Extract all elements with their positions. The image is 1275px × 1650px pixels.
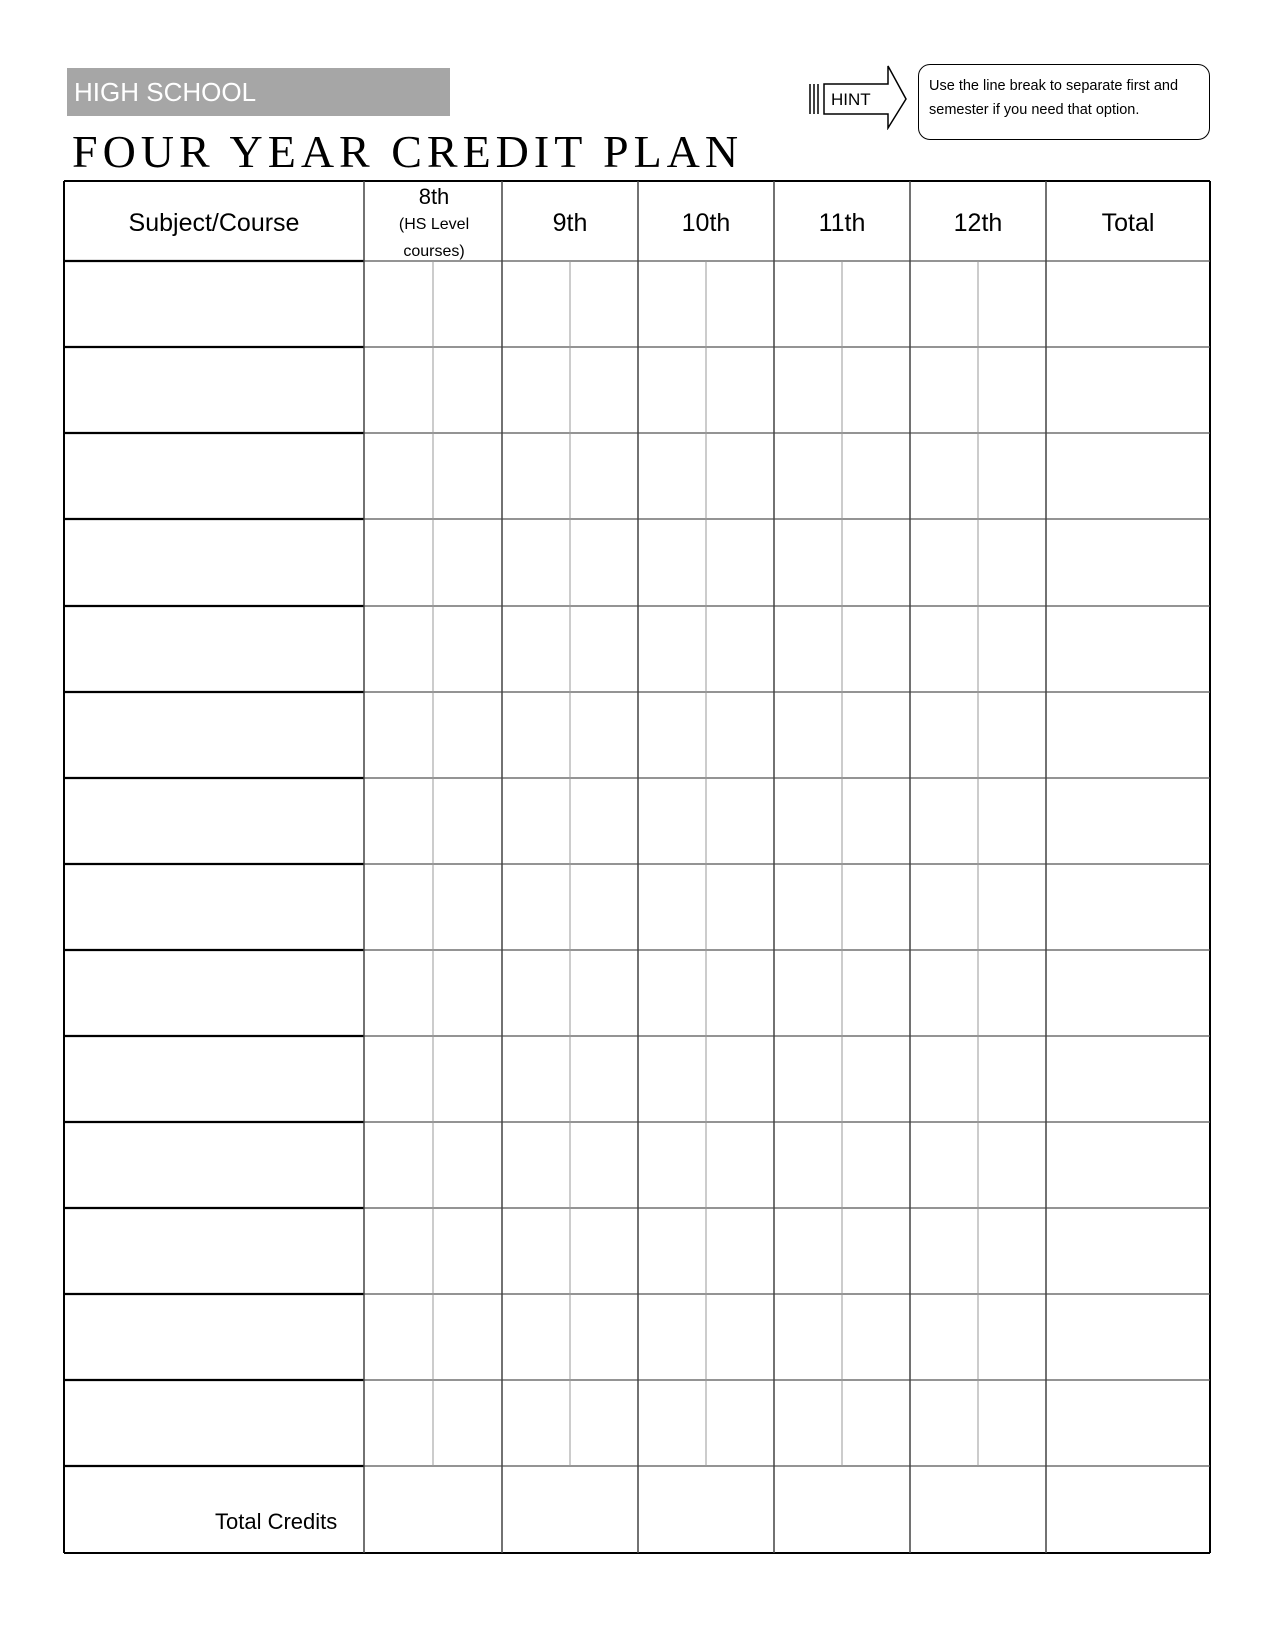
column-header-grade8: 8th [418,184,450,209]
column-header-grade11: 11th [818,209,866,237]
total-credits-label: Total Credits [215,1509,338,1534]
column-header-grade8-note-line2: courses) [403,243,465,260]
hint-label: HINT [831,90,871,109]
section-badge: HIGH SCHOOL [67,68,450,116]
page-title: FOUR YEAR CREDIT PLAN [72,126,744,177]
column-header-grade10: 10th [681,209,731,237]
column-header-total: Total [1101,209,1155,237]
column-header-subject: Subject/Course [128,209,300,237]
column-header-grade9: 9th [552,209,588,237]
column-header-grade12: 12th [953,209,1003,237]
column-header-grade8-note-line1: (HS Level [398,216,470,233]
hint-text-line2: semester if you need that option. [929,102,1140,118]
hint-text-line1: Use the line break to separate first and [929,78,1179,94]
